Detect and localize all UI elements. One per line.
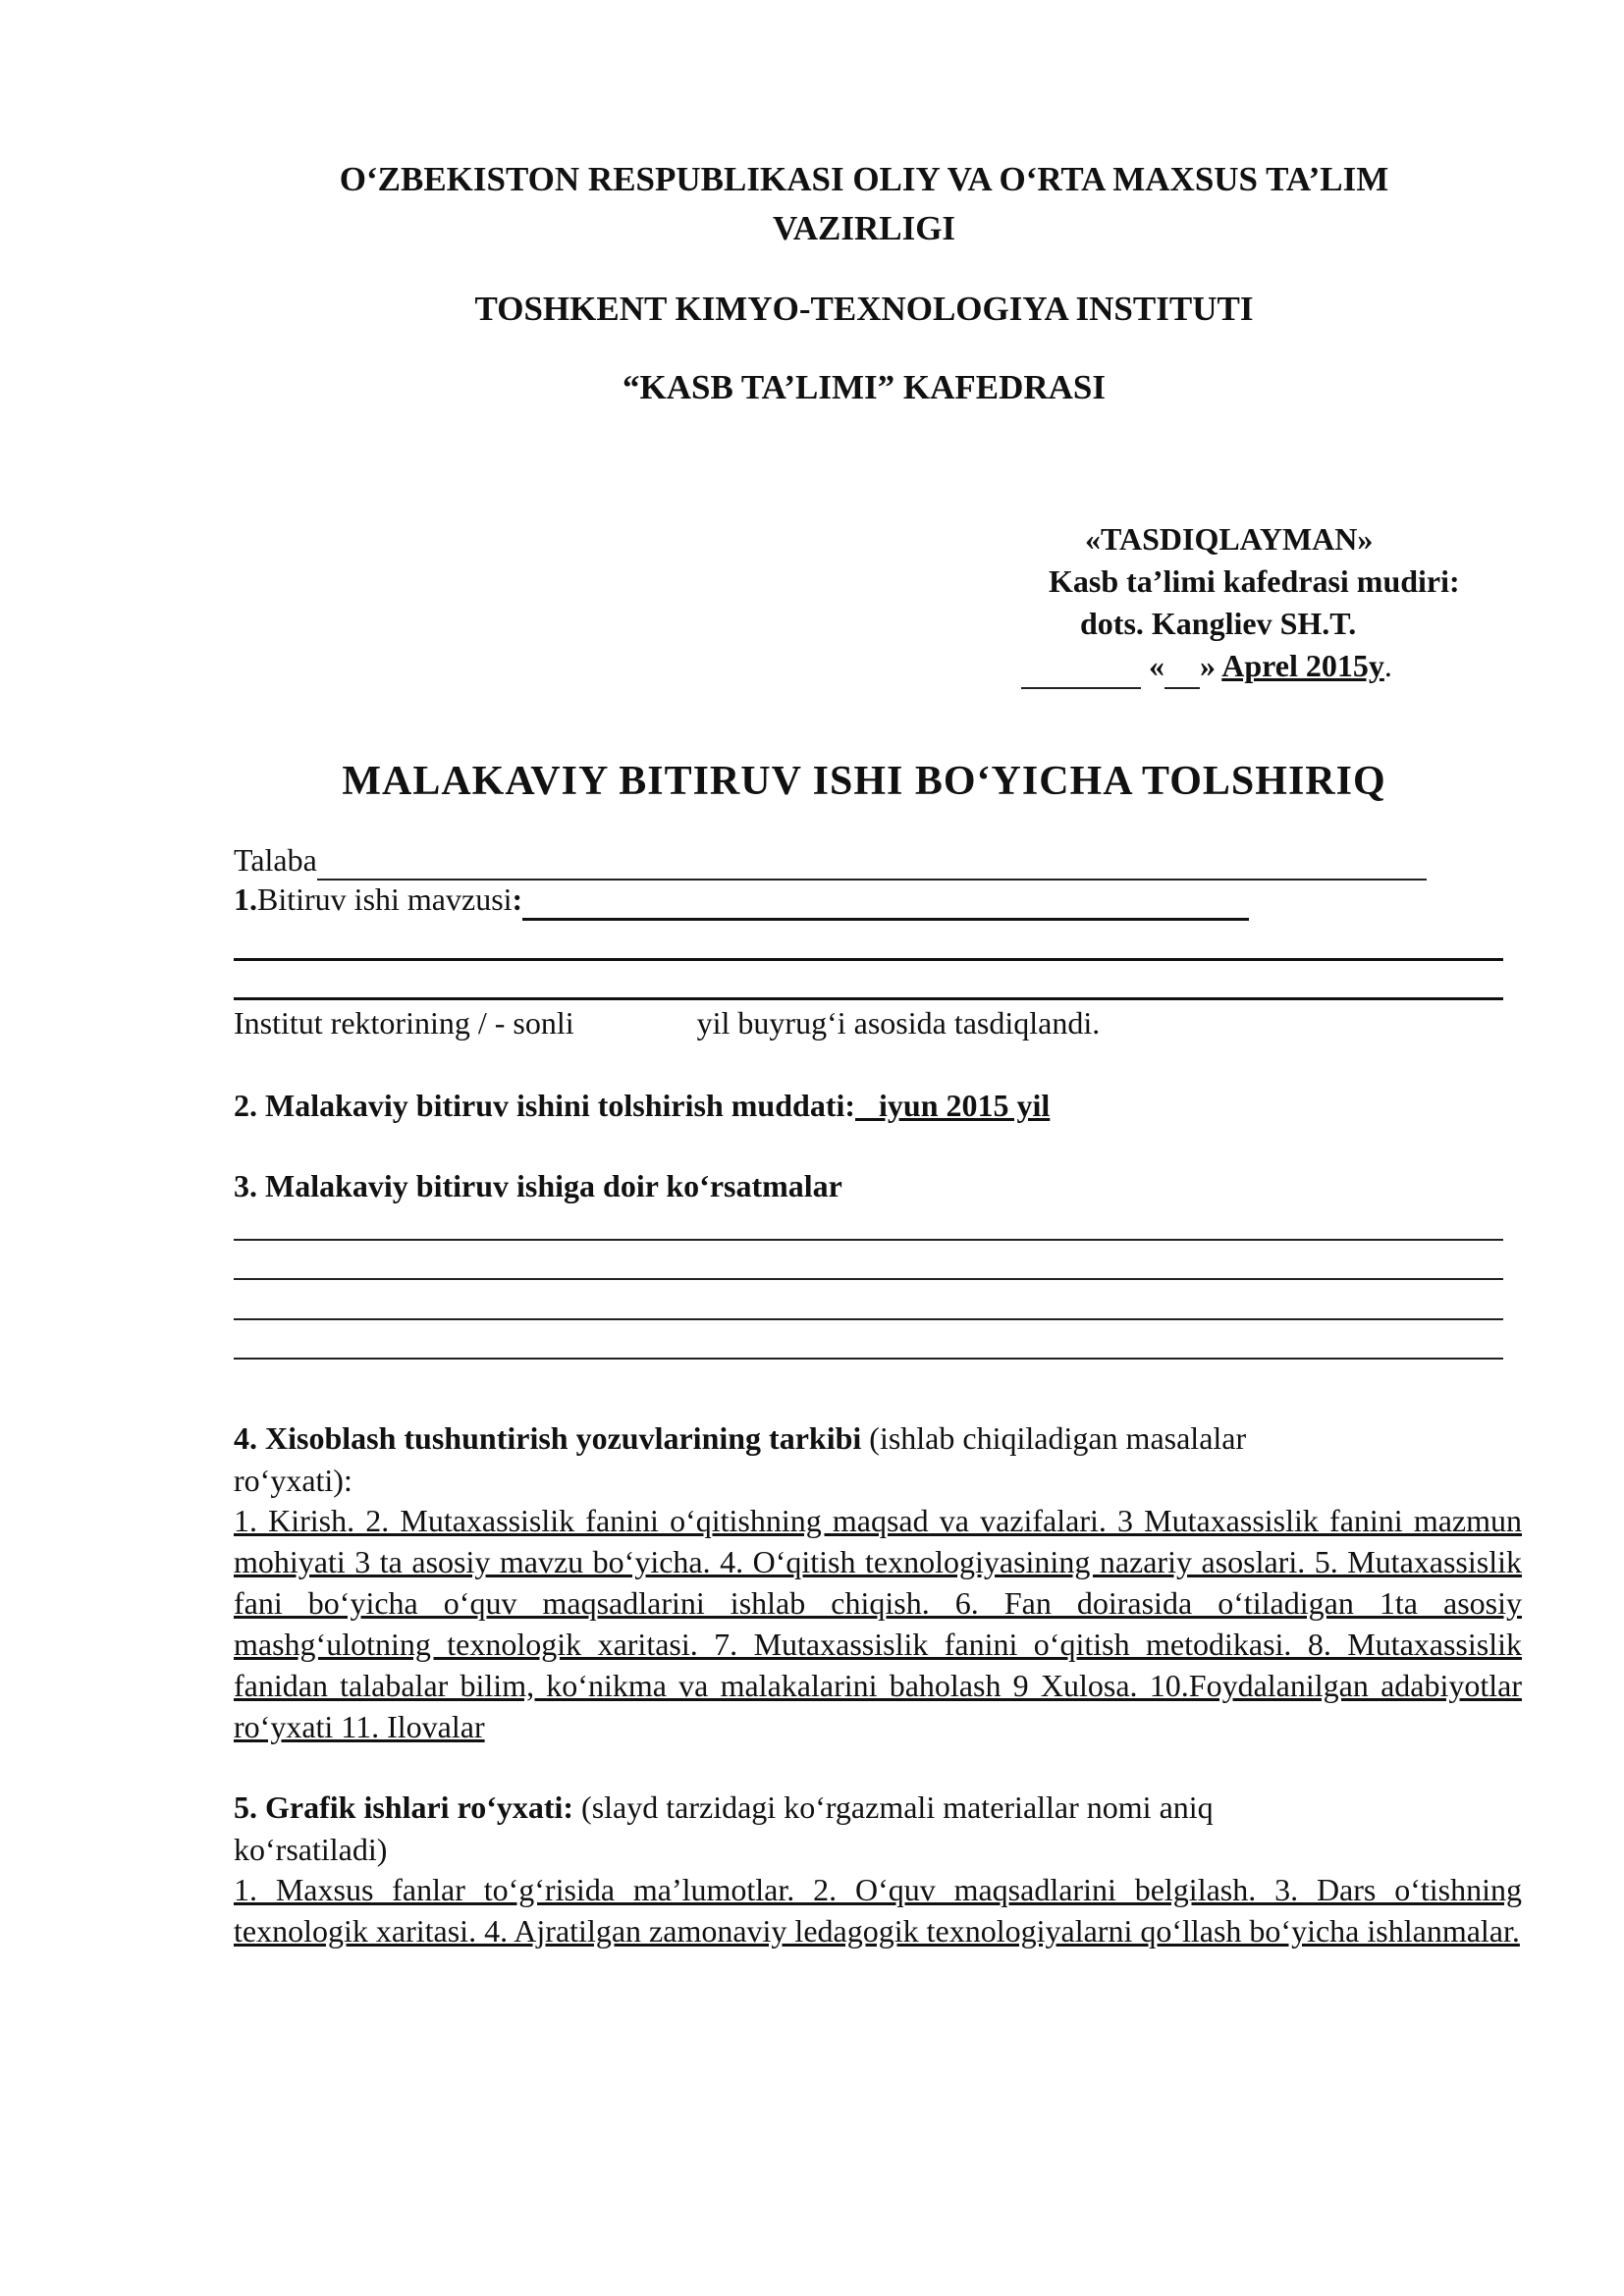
contents-heading (234, 1417, 1522, 1502)
approval-month-year: Aprel 2015y (1221, 648, 1384, 683)
student-row (234, 842, 1505, 881)
approval-position: Kasb ta’limi kafedrasi mudiri: (1049, 563, 1460, 599)
student-blank (317, 842, 1427, 881)
contents-heading-rest: (ishlab chiqiladigan masalalar (861, 1420, 1247, 1456)
topic-blank (522, 881, 1249, 921)
topic-label: Bitiruv ishi mavzusi (257, 881, 513, 917)
deadline-row (234, 1088, 1505, 1124)
topic-colon: : (512, 881, 523, 917)
topic-continuation-line-2 (234, 997, 1503, 1000)
department-heading: “KASB TA’LIMI” KAFEDRASI (622, 368, 1107, 406)
order-row (234, 1005, 1505, 1041)
graphics-heading (234, 1787, 1522, 1871)
ministry-line-1: O‘ZBEKISTON RESPUBLIKASI OLIY VA O‘RTA MAXSUS TA’LIM (339, 160, 1389, 198)
topic-row (234, 881, 1505, 921)
ministry-line-2: VAZIRLIGI (772, 209, 956, 247)
deadline-value: iyun 2015 yil (855, 1088, 1051, 1123)
approval-name: dots. Kangliev SH.T. (1080, 606, 1357, 641)
contents-list: 1. Kirish. 2. Mutaxassislik fanini o‘qitishning maqsad va vazifalari. 3 Mutaxassislik fanini mazmun mohiyati 3 ta asosiy mavzu bo‘yicha. 4. O‘qitish texnologiyasining nazariy asoslari. 5. Mutaxassislik fani bo‘yicha o‘quv maqsadlarini ishlab chiqish. 6. Fan doirasida o‘tiladigan 1ta asosiy mashg‘ulotning texnologik xaritasi. 7. Mutaxassislik fanini o‘qitish metodikasi. 8. Mutaxassislik fanidan talabalar bilim, ko‘nikma va malakalarini baholash 9 Xulosa. 10.Foydalanilgan adabiyotlar ro‘yxati 11. Ilovalar (234, 1503, 1522, 1744)
student-label: Talaba (234, 842, 317, 878)
instructions-line-1 (234, 1239, 1503, 1241)
contents-heading-bold: 4. Xisoblash tushuntirish yozuvlarining tarkibi (234, 1420, 862, 1456)
order-text-a: Institut rektorining / - sonli (234, 1005, 574, 1041)
instructions-line-2 (234, 1278, 1503, 1280)
contents-heading-rest-2: ro‘yxati): (234, 1463, 352, 1498)
instructions-line-4 (234, 1358, 1503, 1360)
signature-blank (1021, 645, 1141, 689)
graphics-list: 1. Maxsus fanlar to‘g‘risida ma’lumotlar. 2. O‘quv maqsadlarini belgilash. 3. Dars o‘tishning texnologik xaritasi. 4. Ajratilgan zamonaviy ledagogik texnologiyalarni qo‘llash bo‘yicha ishlanmalar. (234, 1872, 1522, 1949)
ministry-heading (196, 155, 1532, 253)
deadline-label: 2. Malakaviy bitiruv ishini tolshirish muddati: (234, 1088, 856, 1123)
approval-date-dot: . (1383, 648, 1392, 683)
instructions-heading: 3. Malakaviy bitiruv ishiga doir ko‘rsatmalar (234, 1168, 842, 1203)
topic-continuation-line-1 (234, 958, 1503, 961)
graphics-heading-bold: 5. Grafik ishlari ro‘yxati: (234, 1789, 574, 1825)
document-title: MALAKAVIY BITIRUV ISHI BO‘YICHA TOLSHIRIQ (342, 759, 1386, 804)
topic-number: 1. (234, 881, 257, 917)
day-blank (1164, 645, 1200, 689)
date-close-quote: » (1200, 648, 1216, 683)
date-open-quote: « (1149, 648, 1164, 683)
institute-heading: TOSHKENT KIMYO-TEXNOLOGIYA INSTITUTI (474, 290, 1254, 328)
approval-stamp: «TASDIQLAYMAN» (1085, 521, 1374, 557)
instructions-line-3 (234, 1318, 1503, 1320)
order-text-b: yil buyrug‘i asosida tasdiqlandi. (696, 1005, 1101, 1041)
graphics-heading-rest-2: ko‘rsatiladi) (234, 1832, 388, 1867)
approval-date (1021, 645, 1571, 689)
graphics-heading-rest: (slayd tarzidagi ko‘rgazmali materiallar nomi aniq (573, 1789, 1214, 1825)
